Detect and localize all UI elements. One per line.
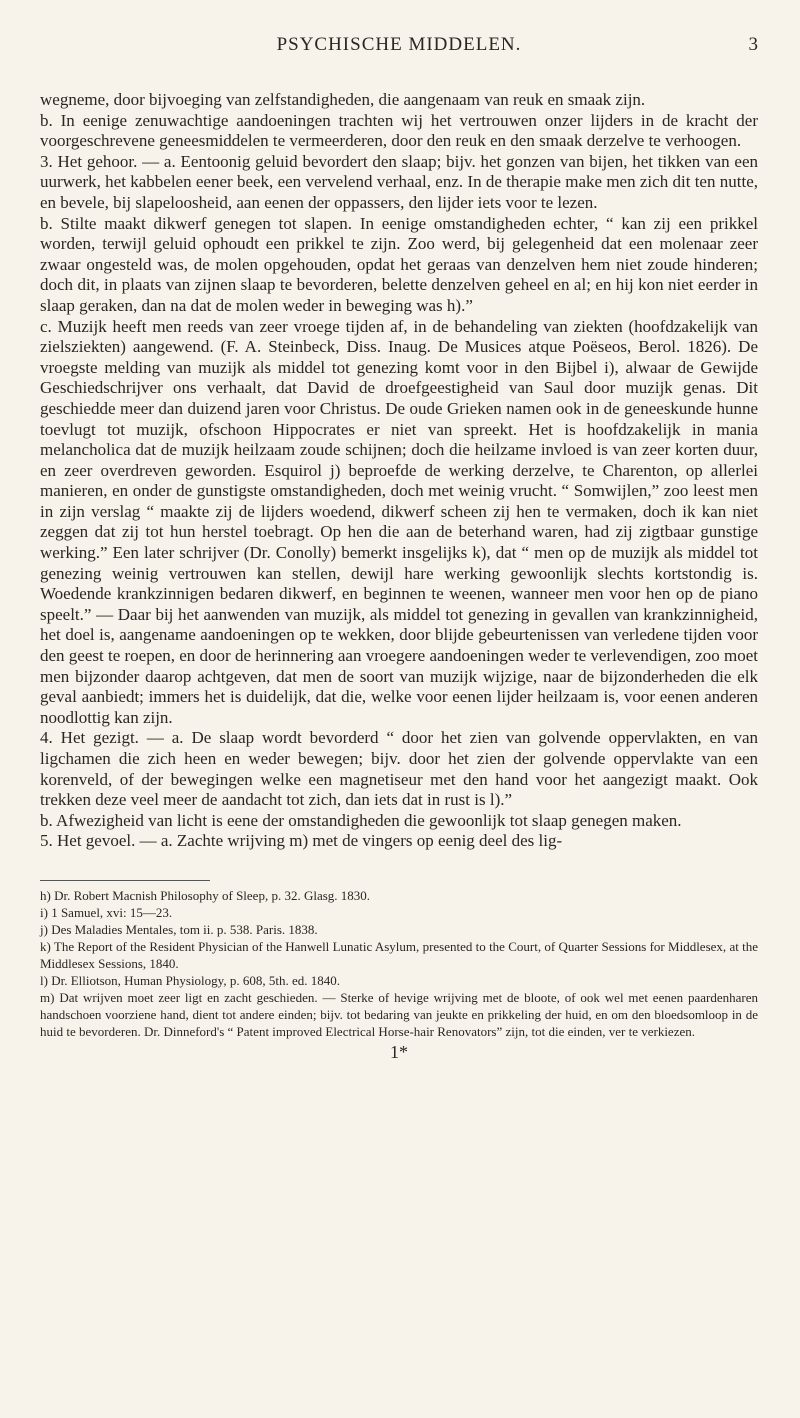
page-header (40, 34, 758, 74)
book-page (40, 34, 758, 1063)
footnote: k) The Report of the Resident Physician of the Hanwell Lunatic Asylum, presented to the Court, of Quarter Sessions for Middlesex, at the Middlesex Sessions, 1840. (40, 938, 758, 971)
page-number: 3 (748, 34, 758, 55)
paragraph: b. Afwezigheid van licht is eene der omstandigheden die gewoonlijk tot slaap genegen maken. (40, 810, 682, 830)
paragraph: wegneme, door bijvoeging van zelfstandigheden, die aangenaam van reuk en smaak zijn. (40, 90, 646, 109)
body-text (40, 90, 758, 852)
footnote: m) Dat wrijven moet zeer ligt en zacht geschieden. — Sterke of hevige wrijving met de bloote, of ook wel met eenen paardenharen handschoen voorziene hand, dient tot andere einden; bijv. tot bedaring van jeukte en prikkeling der huid, en om den bloedsomloop in de huid te bevorderen. Dr. Dinneford's “ Patent improved Electrical Horse-hair Renovators” zijn, tot die einden, ver te verkiezen. (40, 989, 758, 1039)
footnote: j) Des Maladies Mentales, tom ii. p. 538. Paris. 1838. (40, 921, 318, 937)
running-head: PSYCHISCHE MIDDELEN. (276, 34, 522, 55)
paragraph: 4. Het gezigt. — a. De slaap wordt bevorderd “ door het zien van golvende oppervlakten, en van ligchamen die zich heen en weder bewegen; bijv. door het zien der golvende oppervlakte van een korenveld, of der bewegingen welke een magnetiseur met den hand voor het aangezigt maakt. Ook trekken deze veel meer de aandacht tot zich, dan iets dat in rust is l).” (40, 728, 758, 810)
paragraph: b. In eenige zenuwachtige aandoeningen trachten wij het vertrouwen onzer lijders in de kracht der voorgeschrevene geneesmiddelen te vermeerderen, door den reuk en den smaak derzelve te verhoogen. (40, 110, 758, 151)
paragraph: 5. Het gevoel. — a. Zachte wrijving m) met de vingers op eenig deel des lig- (40, 831, 563, 851)
footnote: l) Dr. Elliotson, Human Physiology, p. 608, 5th. ed. 1840. (40, 972, 340, 988)
signature-mark: 1* (390, 1041, 408, 1062)
footnotes (40, 887, 758, 1040)
paragraph: 3. Het gehoor. — a. Eentoonig geluid bevordert den slaap; bijv. het gonzen van bijen, het tikken van een uurwerk, het kabbelen eener beek, een vervelend verhaal, enz. In de therapie make men zich dit ten nutte, en bevele, bij slapeloosheid, aan eenen der oppassers, den lijder iets voor te lezen. (40, 151, 758, 212)
footnote: h) Dr. Robert Macnish Philosophy of Sleep, p. 32. Glasg. 1830. (40, 887, 371, 903)
footnote-divider (40, 880, 210, 881)
paragraph: b. Stilte maakt dikwerf genegen tot slapen. In eenige omstandigheden echter, “ kan zij een prikkel worden, terwijl geluid ophoudt een prikkel te zijn. Zoo werd, bij gelegenheid dat een molenaar zeer zwaar ongesteld was, de molen opgehouden, opdat het geraas van denzelven hem niet zoude hinderen; doch dit, in plaats van zijnen slaap te bevorderen, belette denzelven geheel en al; en hij kon niet eerder in slaap geraken, dan na dat de molen weder in beweging was h).” (40, 213, 758, 315)
paragraph: c. Muzijk heeft men reeds van zeer vroege tijden af, in de behandeling van ziekten (hoofdzakelijk van zielsziekten) aangewend. (F. A. Steinbeck, Diss. Inaug. De Musices atque Poëseos, Berol. 1826). De vroegste melding van muzijk als middel tot genezing komt voor in den Bijbel i), alwaar de Gewijde Geschiedschrijver ons verhaalt, dat David de droefgeestigheid van Saul door muzijk genas. Dit geschiedde meer dan duizend jaren voor Christus. De oude Grieken namen ook in de geneeskunde hunne toevlugt tot muzijk, ofschoon Hippocrates er niet van spreekt. Het is hoofdzakelijk in mania melancholica dat de muzijk heilzaam zoude schijnen; doch die heilzame invloed is van zeer korten duur, en zeer overdreven geworden. Esquirol j) beproefde de werking derzelve, te Charenton, op allerlei manieren, en onder de gunstigste omstandigheden, doch met weinig vrucht. “ Somwijlen,” zoo leest men in zijn verslag “ maakte zij de lijders woedend, dikwerf scheen zij hen te vermaken, doch ik kan niet zeggen dat zij tot hun herstel toebragt. Op hen die aan de beterhand waren, had zij zigtbaar gunstige werking.” Een later schrijver (Dr. Conolly) bemerkt insgelijks k), dat “ men op de muzijk als middel tot genezing weinig vertrouwen kan stellen, dewijl hare werking gewoonlijk slechts kortstondig is. Woedende krankzinnigen bedaren dikwerf, en beginnen te weenen, wanneer men voor hen op de piano speelt.” — Daar bij het aanwenden van muzijk, als middel tot genezing in gevallen van krankzinnigheid, het doel is, aangename aandoeningen op te wekken, door blijde gebeurtenissen van verledene tijden voor den geest te roepen, en door de herinnering aan vroegere aandoeningen weder te verlevendigen, zoo moet men bijzonder daarop achtgeven, dat men de soort van muzijk wijzige, naar de bijzonderheden die elk geval aanbiedt; immers het is duidelijk, dat die, welke voor eenen lijder heilzaam is, voor eenen anderen noodlottig kan zijn. (40, 316, 758, 727)
footnote: i) 1 Samuel, xvi: 15—23. (40, 904, 173, 920)
